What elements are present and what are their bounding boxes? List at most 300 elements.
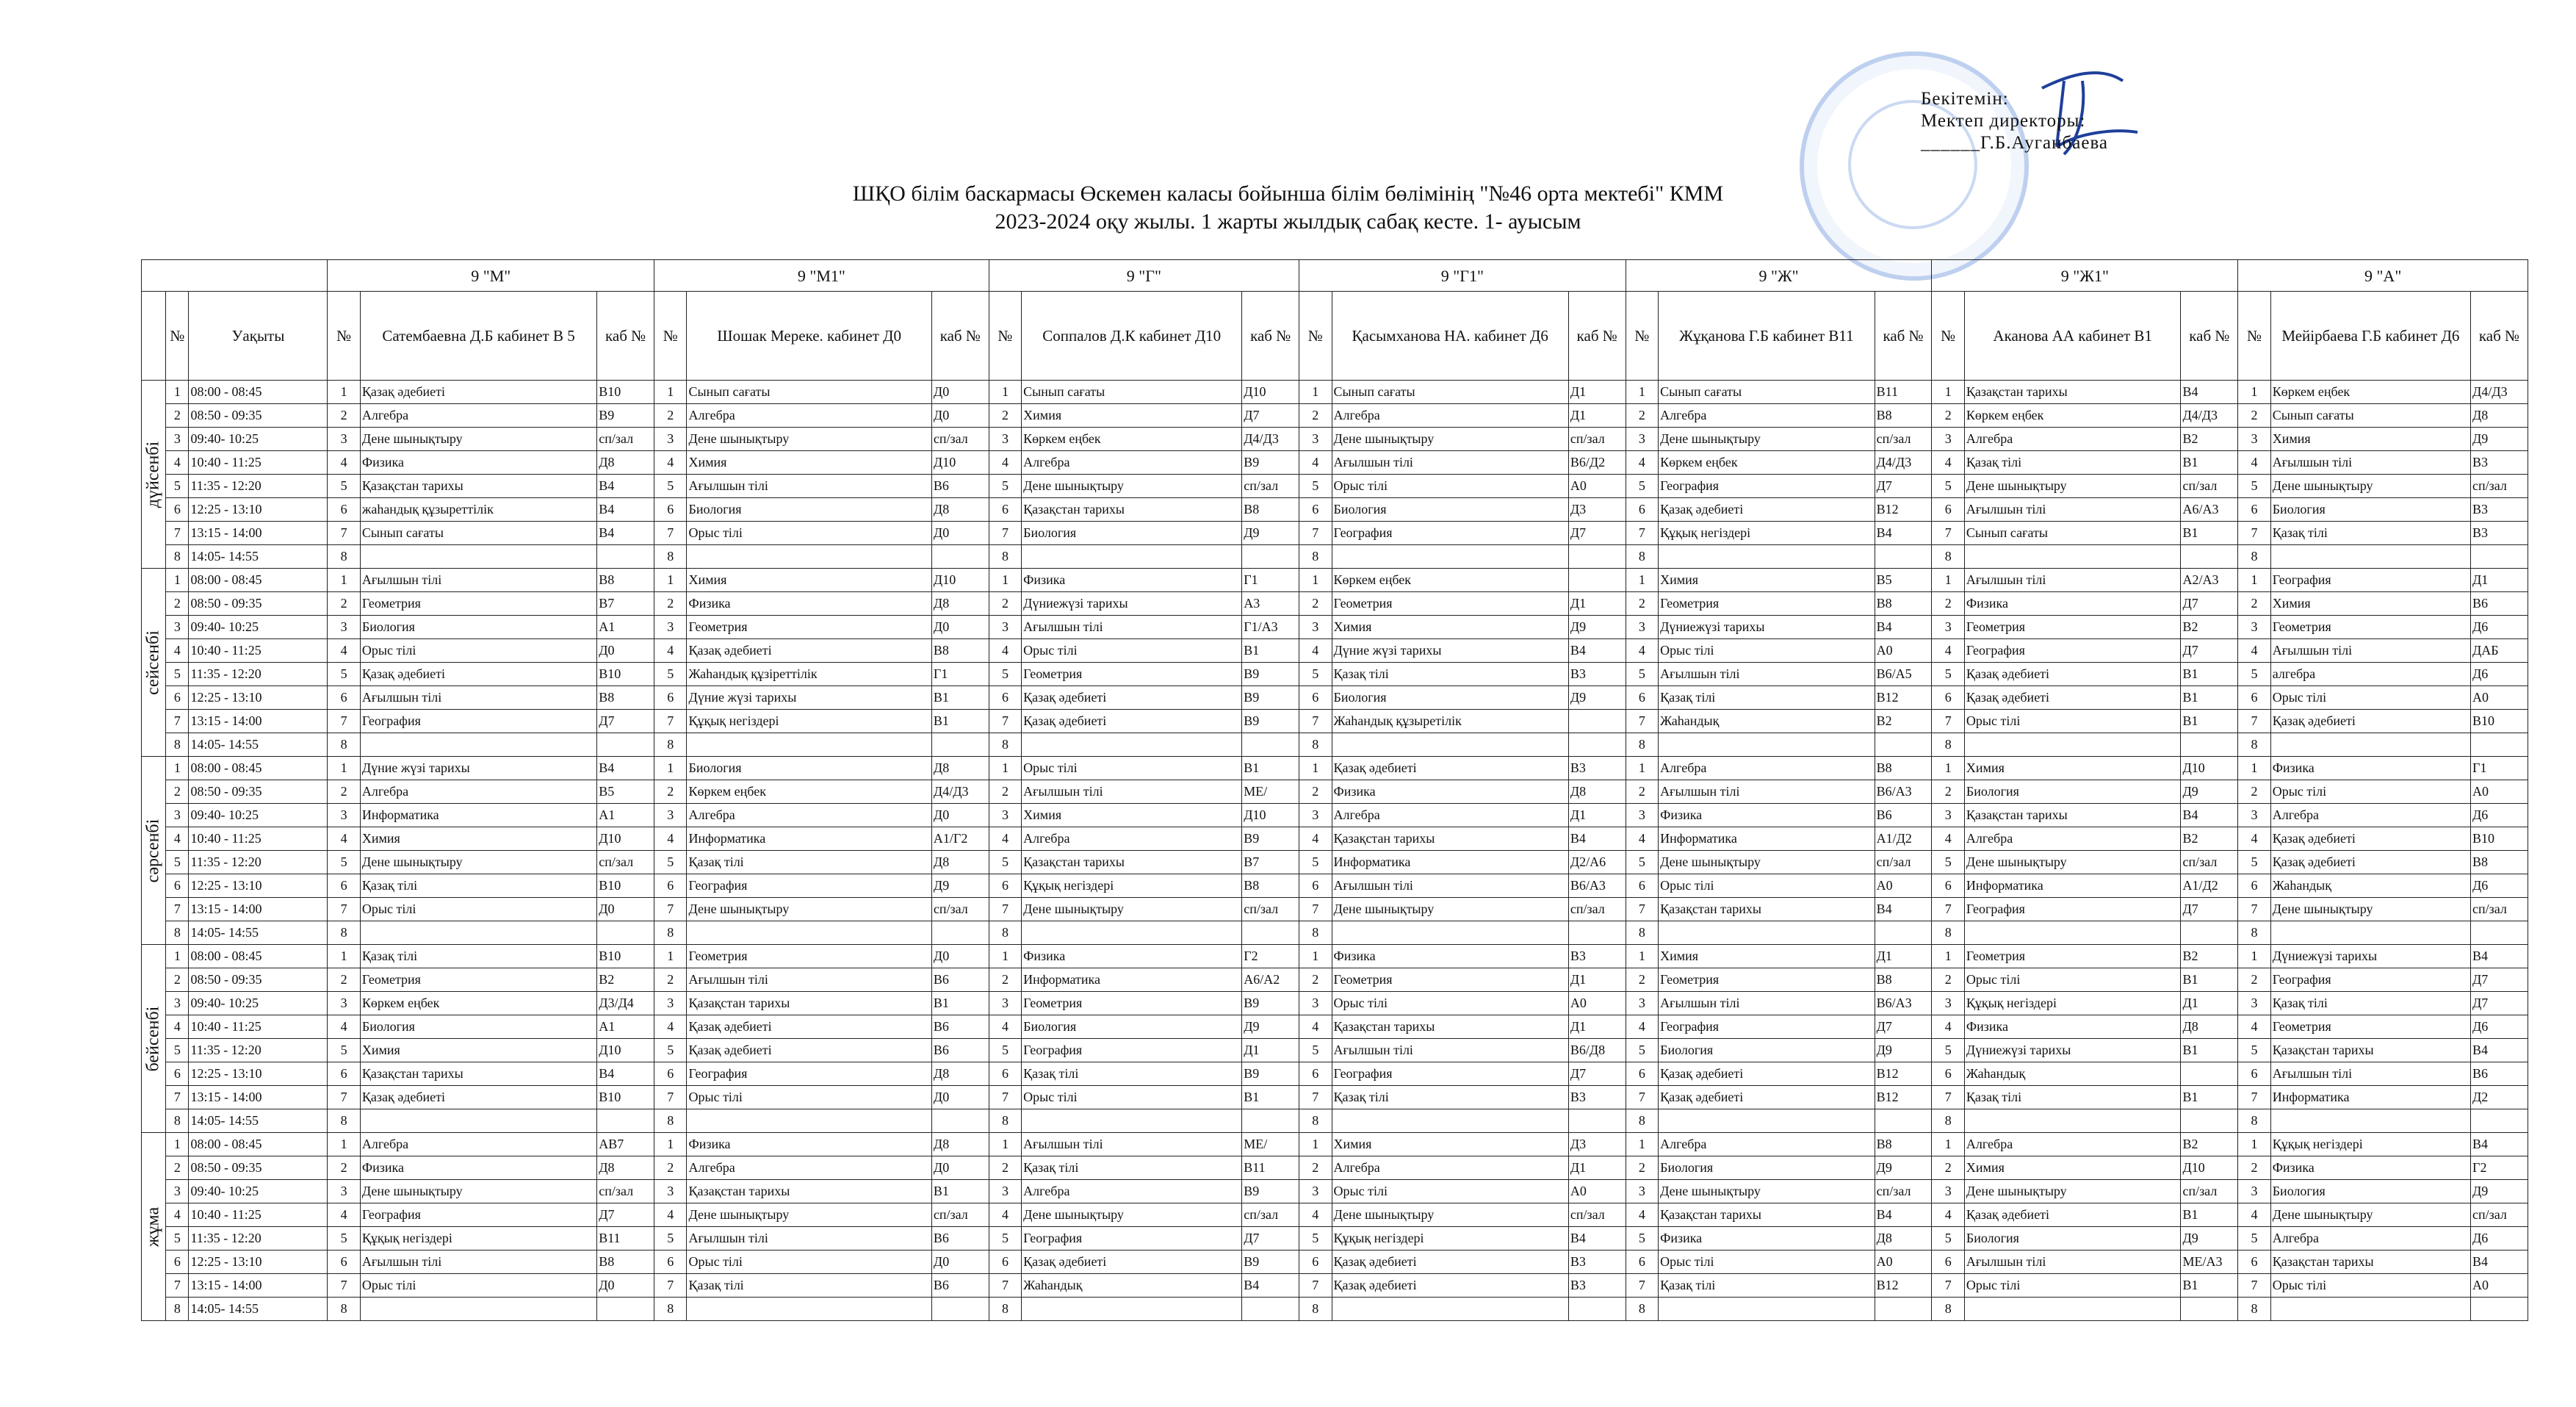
class-lesson-num: 4 <box>654 639 687 663</box>
room-cell: Д7 <box>1875 475 1932 498</box>
class-lesson-num: 5 <box>1932 663 1964 686</box>
room-cell: Д8 <box>931 592 989 616</box>
subject-cell <box>1659 1298 1875 1321</box>
class-lesson-num: 1 <box>1932 757 1964 780</box>
room-cell: В8 <box>597 1251 654 1274</box>
subject-cell: Информатика <box>360 804 596 827</box>
class-lesson-num: 6 <box>1932 1062 1964 1086</box>
subject-cell: Физика <box>1022 569 1242 592</box>
class-lesson-num: 6 <box>989 686 1021 710</box>
timetable <box>141 259 2528 1321</box>
lesson-row <box>142 686 2528 710</box>
room-header: каб № <box>931 292 989 381</box>
room-cell: В2 <box>1875 710 1932 733</box>
class-lesson-num: 6 <box>989 1251 1021 1274</box>
class-lesson-num: 4 <box>328 451 360 475</box>
room-cell: В1 <box>1242 757 1299 780</box>
lesson-index: 3 <box>166 616 189 639</box>
class-lesson-num: 8 <box>989 1109 1021 1133</box>
subject-cell: Химия <box>1332 1133 1568 1156</box>
room-cell: В3 <box>1568 757 1626 780</box>
class-lesson-num: 8 <box>989 1298 1021 1321</box>
room-cell: сп/зал <box>1568 1203 1626 1227</box>
subject-cell: Химия <box>360 827 596 851</box>
subject-cell <box>1964 1298 2181 1321</box>
subject-cell: Химия <box>1332 616 1568 639</box>
subject-cell: Физика <box>1332 780 1568 804</box>
class-lesson-num: 7 <box>989 1086 1021 1109</box>
class-lesson-num: 5 <box>989 1039 1021 1062</box>
class-lesson-num: 4 <box>989 1015 1021 1039</box>
room-cell: Д10 <box>597 1039 654 1062</box>
lesson-row <box>142 992 2528 1015</box>
subject-cell: Химия <box>1022 804 1242 827</box>
subject-cell: Қазақ тілі <box>360 945 596 968</box>
subject-cell <box>1022 733 1242 757</box>
subject-cell: Химия <box>1022 404 1242 428</box>
class-lesson-num: 5 <box>2238 663 2270 686</box>
room-cell: Д6 <box>2471 1015 2528 1039</box>
subject-cell: Қазақ әдебиеті <box>2270 851 2470 874</box>
subject-cell <box>2270 1298 2470 1321</box>
class-lesson-num: 4 <box>1299 639 1332 663</box>
class-lesson-num: 5 <box>989 663 1021 686</box>
class-lesson-num: 6 <box>989 498 1021 522</box>
subject-cell <box>1659 921 1875 945</box>
class-lesson-num: 6 <box>1626 498 1658 522</box>
subject-cell: Информатика <box>1022 968 1242 992</box>
subject-cell: Қазақ әдебиеті <box>1659 1062 1875 1086</box>
class-lesson-num: 2 <box>1932 404 1964 428</box>
class-lesson-num: 5 <box>1626 851 1658 874</box>
subject-cell <box>1332 921 1568 945</box>
subject-cell: Орыс тілі <box>1332 475 1568 498</box>
room-cell <box>1875 1109 1932 1133</box>
class-lesson-num: 6 <box>1932 1251 1964 1274</box>
class-lesson-num: 5 <box>328 1039 360 1062</box>
subject-cell <box>2270 545 2470 569</box>
lesson-row <box>142 1039 2528 1062</box>
class-lesson-num: 6 <box>1932 874 1964 898</box>
subject-cell: Биология <box>1659 1156 1875 1180</box>
room-cell: Д9 <box>2471 428 2528 451</box>
lesson-index: 8 <box>166 545 189 569</box>
subject-cell: Қазақ әдебиеті <box>1964 686 2181 710</box>
lesson-row <box>142 545 2528 569</box>
room-cell: сп/зал <box>1568 428 1626 451</box>
subject-cell <box>1659 1109 1875 1133</box>
subject-cell: Геометрия <box>360 592 596 616</box>
room-cell <box>931 733 989 757</box>
subject-cell <box>1332 733 1568 757</box>
room-cell: В11 <box>1875 381 1932 404</box>
room-cell: В2 <box>597 968 654 992</box>
room-header: каб № <box>2471 292 2528 381</box>
subject-cell: Сынып сағаты <box>1659 381 1875 404</box>
class-lesson-num: 4 <box>2238 827 2270 851</box>
subject-cell: Қазақстан тарихы <box>1659 898 1875 921</box>
room-cell: В6 <box>1875 804 1932 827</box>
room-cell: Д4/Д3 <box>1875 451 1932 475</box>
room-cell: В4 <box>1875 616 1932 639</box>
class-lesson-num: 3 <box>1626 992 1658 1015</box>
subject-cell: Геометрия <box>2270 616 2470 639</box>
class-lesson-num: 3 <box>328 428 360 451</box>
day-label-cell <box>142 569 166 757</box>
room-cell: Д7 <box>1242 404 1299 428</box>
subject-cell: Информатика <box>1332 851 1568 874</box>
class-lesson-num: 1 <box>2238 757 2270 780</box>
room-cell: Д9 <box>931 874 989 898</box>
subject-cell: Орыс тілі <box>687 1251 931 1274</box>
class-lesson-num: 4 <box>989 639 1021 663</box>
lesson-index: 5 <box>166 475 189 498</box>
class-lesson-num: 1 <box>328 381 360 404</box>
class-lesson-num: 5 <box>989 851 1021 874</box>
class-lesson-num: 7 <box>1299 898 1332 921</box>
room-cell: Д8 <box>597 451 654 475</box>
class-lesson-num: 5 <box>654 1039 687 1062</box>
class-lesson-num: 8 <box>1626 1109 1658 1133</box>
subject-cell: Қазақ әдебиеті <box>360 381 596 404</box>
subject-cell: Дене шынықтыру <box>1659 1180 1875 1203</box>
subject-cell: Биология <box>1964 1227 2181 1251</box>
lesson-row <box>142 498 2528 522</box>
lesson-index: 3 <box>166 804 189 827</box>
class-lesson-num: 4 <box>328 827 360 851</box>
room-cell: В4 <box>2471 1251 2528 1274</box>
class-lesson-num: 4 <box>1299 1203 1332 1227</box>
room-cell <box>2471 545 2528 569</box>
subject-cell <box>1964 921 2181 945</box>
class-lesson-num: 4 <box>2238 451 2270 475</box>
lesson-index: 3 <box>166 992 189 1015</box>
class-lesson-num: 2 <box>2238 968 2270 992</box>
lesson-row <box>142 804 2528 827</box>
room-cell: сп/зал <box>2181 851 2238 874</box>
title-line-1: ШҚО білім баскармасы Өскемен каласы бойынша білім бөлімінің "№46 орта мектебі" КММ <box>852 181 1724 206</box>
class-lesson-num: 3 <box>1299 616 1332 639</box>
class-lesson-num: 6 <box>1299 874 1332 898</box>
room-cell: В6/А3 <box>1875 780 1932 804</box>
room-cell: Д9 <box>1568 686 1626 710</box>
class-lesson-num: 3 <box>2238 428 2270 451</box>
subject-cell: Дене шынықтыру <box>360 851 596 874</box>
subject-cell: География <box>2270 569 2470 592</box>
class-lesson-num: 8 <box>654 921 687 945</box>
lesson-time: 14:05- 14:55 <box>189 921 328 945</box>
subject-cell: Көркем еңбек <box>1022 428 1242 451</box>
room-cell: В3 <box>2471 451 2528 475</box>
room-cell: В12 <box>1875 686 1932 710</box>
room-cell: Д4/Д3 <box>931 780 989 804</box>
lesson-num-header: № <box>2238 292 2270 381</box>
class-lesson-num: 4 <box>1626 827 1658 851</box>
class-lesson-num: 5 <box>1299 475 1332 498</box>
subject-cell: Қазақ әдебиеті <box>1659 498 1875 522</box>
class-lesson-num: 3 <box>1626 428 1658 451</box>
class-lesson-num: 4 <box>328 1015 360 1039</box>
subject-cell: Құқық негіздері <box>1659 522 1875 545</box>
subject-cell: Қазақ тілі <box>1022 1062 1242 1086</box>
room-cell: В11 <box>597 1227 654 1251</box>
subject-cell: Геометрия <box>1332 968 1568 992</box>
room-cell <box>1242 545 1299 569</box>
class-lesson-num: 7 <box>1932 1086 1964 1109</box>
subject-cell: Физика <box>1964 1015 2181 1039</box>
lesson-row <box>142 1298 2528 1321</box>
lesson-row <box>142 616 2528 639</box>
class-lesson-num: 8 <box>1932 1109 1964 1133</box>
subject-cell <box>687 921 931 945</box>
subject-cell: Орыс тілі <box>2270 1274 2470 1298</box>
subject-cell: Химия <box>687 569 931 592</box>
subject-cell: Сынып сағаты <box>1964 522 2181 545</box>
day-label: сейсенбі <box>143 630 163 695</box>
room-cell <box>1875 733 1932 757</box>
room-header: каб № <box>1875 292 1932 381</box>
day-label: дүйсенбі <box>143 441 163 508</box>
room-cell: В3 <box>1568 945 1626 968</box>
class-lesson-num: 6 <box>2238 686 2270 710</box>
subject-cell: Дене шынықтыру <box>360 1180 596 1203</box>
subject-cell <box>687 545 931 569</box>
class-lesson-num: 3 <box>1932 1180 1964 1203</box>
lesson-index: 7 <box>166 522 189 545</box>
room-cell: Д7 <box>1242 1227 1299 1251</box>
subject-cell: Құқық негіздері <box>1332 1227 1568 1251</box>
room-cell: сп/зал <box>931 898 989 921</box>
room-cell: сп/зал <box>1242 475 1299 498</box>
class-header: 9 "А" <box>2238 260 2528 292</box>
class-lesson-num: 5 <box>2238 1039 2270 1062</box>
room-cell: В9 <box>1242 710 1299 733</box>
class-lesson-num: 2 <box>1626 592 1658 616</box>
class-lesson-num: 7 <box>1626 522 1658 545</box>
class-lesson-num: 7 <box>654 1086 687 1109</box>
class-lesson-num: 5 <box>328 475 360 498</box>
room-cell: А0 <box>1568 475 1626 498</box>
class-lesson-num: 8 <box>328 545 360 569</box>
lesson-time: 08:00 - 08:45 <box>189 569 328 592</box>
class-lesson-num: 7 <box>989 1274 1021 1298</box>
subject-cell <box>1659 733 1875 757</box>
room-cell: Д6 <box>2471 663 2528 686</box>
subject-cell: Физика <box>1964 592 2181 616</box>
subject-cell <box>1022 545 1242 569</box>
class-lesson-num: 3 <box>654 428 687 451</box>
class-lesson-num: 7 <box>1626 1274 1658 1298</box>
lesson-row <box>142 428 2528 451</box>
room-cell: Д7 <box>2471 992 2528 1015</box>
subject-cell: Дүние жүзі тарихы <box>360 757 596 780</box>
subject-cell: Қазақ әдебиеті <box>360 1086 596 1109</box>
subject-cell: Ағылшын тілі <box>687 475 931 498</box>
class-lesson-num: 8 <box>654 1298 687 1321</box>
lesson-row <box>142 1180 2528 1203</box>
room-cell: В10 <box>597 874 654 898</box>
class-lesson-num: 2 <box>1932 1156 1964 1180</box>
lesson-num-header: № <box>1626 292 1658 381</box>
class-lesson-num: 2 <box>1626 404 1658 428</box>
subject-cell <box>1659 545 1875 569</box>
class-lesson-num: 4 <box>2238 1203 2270 1227</box>
subject-cell: Қазақ әдебиеті <box>2270 710 2470 733</box>
subject-cell: Сынып сағаты <box>1332 381 1568 404</box>
class-lesson-num: 5 <box>654 663 687 686</box>
room-cell: Д6 <box>2471 1227 2528 1251</box>
lesson-time: 08:00 - 08:45 <box>189 1133 328 1156</box>
class-lesson-num: 8 <box>1932 545 1964 569</box>
class-lesson-num: 3 <box>2238 804 2270 827</box>
subject-cell: Қазақстан тарихы <box>2270 1039 2470 1062</box>
class-lesson-num: 8 <box>1626 733 1658 757</box>
subject-cell: Қазақ әдебиеті <box>1332 1251 1568 1274</box>
class-lesson-num: 8 <box>1932 1298 1964 1321</box>
subject-cell: Құқық негіздері <box>1964 992 2181 1015</box>
subject-cell: Геометрия <box>687 616 931 639</box>
lesson-time: 13:15 - 14:00 <box>189 522 328 545</box>
room-cell: В4 <box>2471 945 2528 968</box>
subject-cell: Қазақстан тарихы <box>2270 1251 2470 1274</box>
class-header: 9 "Г1" <box>1299 260 1626 292</box>
subject-cell <box>360 1298 596 1321</box>
subject-cell: Дене шынықтыру <box>2270 475 2470 498</box>
subject-cell: Орыс тілі <box>1659 639 1875 663</box>
class-lesson-num: 2 <box>1299 780 1332 804</box>
lesson-time: 13:15 - 14:00 <box>189 1274 328 1298</box>
class-lesson-num: 6 <box>1299 1062 1332 1086</box>
class-lesson-num: 4 <box>2238 1015 2270 1039</box>
subject-cell <box>2270 921 2470 945</box>
lesson-index: 3 <box>166 1180 189 1203</box>
subject-cell: Дене шынықтыру <box>1332 1203 1568 1227</box>
room-cell: В4 <box>2471 1133 2528 1156</box>
room-cell: А0 <box>1875 874 1932 898</box>
room-cell <box>597 733 654 757</box>
class-lesson-num: 4 <box>654 451 687 475</box>
class-lesson-num: 3 <box>654 804 687 827</box>
subject-cell: Алгебра <box>360 1133 596 1156</box>
subject-cell: Биология <box>1964 780 2181 804</box>
class-lesson-num: 2 <box>1299 404 1332 428</box>
lesson-row <box>142 945 2528 968</box>
class-lesson-num: 2 <box>654 404 687 428</box>
subject-cell: Дене шынықтыру <box>687 898 931 921</box>
lesson-index: 6 <box>166 1251 189 1274</box>
class-lesson-num: 3 <box>1299 804 1332 827</box>
subject-cell: Қазақстан тарихы <box>1659 1203 1875 1227</box>
class-lesson-num: 7 <box>654 710 687 733</box>
subject-cell: Алгебра <box>1022 451 1242 475</box>
class-lesson-num: 6 <box>654 1062 687 1086</box>
room-cell: Д1 <box>1568 1015 1626 1039</box>
room-cell: В5 <box>597 780 654 804</box>
room-cell: Д1 <box>1568 404 1626 428</box>
room-cell: Д9 <box>1875 1156 1932 1180</box>
subject-cell: Геометрия <box>1022 663 1242 686</box>
room-cell: Д10 <box>597 827 654 851</box>
class-lesson-num: 1 <box>328 1133 360 1156</box>
subject-cell: Алгебра <box>360 780 596 804</box>
subject-cell: Алгебра <box>687 404 931 428</box>
teacher-header: Жұқанова Г.Б кабинет В11 <box>1659 292 1875 381</box>
subject-cell: Алгебра <box>2270 804 2470 827</box>
room-cell: В6/А3 <box>1568 874 1626 898</box>
lesson-row <box>142 827 2528 851</box>
lesson-index: 1 <box>166 1133 189 1156</box>
lesson-time: 12:25 - 13:10 <box>189 686 328 710</box>
lesson-index: 2 <box>166 404 189 428</box>
subject-cell: Дене шынықтыру <box>1659 428 1875 451</box>
lesson-row <box>142 1203 2528 1227</box>
lesson-row <box>142 733 2528 757</box>
subject-cell <box>1964 733 2181 757</box>
subject-cell: Қазақ әдебиеті <box>1964 1203 2181 1227</box>
room-cell <box>2181 1062 2238 1086</box>
class-lesson-num: 4 <box>654 1015 687 1039</box>
room-cell: В4 <box>2181 804 2238 827</box>
class-lesson-num: 7 <box>1626 710 1658 733</box>
room-cell: Д10 <box>931 569 989 592</box>
room-cell: В1 <box>2181 710 2238 733</box>
room-cell: Д7 <box>597 1203 654 1227</box>
room-cell: А1/Д2 <box>2181 874 2238 898</box>
room-cell: Д9 <box>1875 1039 1932 1062</box>
room-cell: сп/зал <box>1875 428 1932 451</box>
room-cell: В1 <box>931 686 989 710</box>
lesson-time: 13:15 - 14:00 <box>189 710 328 733</box>
room-cell <box>1875 1298 1932 1321</box>
class-lesson-num: 1 <box>2238 381 2270 404</box>
lesson-time: 11:35 - 12:20 <box>189 475 328 498</box>
room-cell: В4 <box>1242 1274 1299 1298</box>
approval-block <box>1921 88 2108 154</box>
class-lesson-num: 7 <box>328 1274 360 1298</box>
class-lesson-num: 8 <box>328 733 360 757</box>
corner-cell <box>142 260 328 292</box>
class-lesson-num: 8 <box>654 1109 687 1133</box>
room-cell: В8 <box>1875 1133 1932 1156</box>
lesson-row <box>142 968 2528 992</box>
subject-cell: Орыс тілі <box>1332 1180 1568 1203</box>
class-lesson-num: 6 <box>1626 1251 1658 1274</box>
subject-cell: Жаһандық құзыретілік <box>1332 710 1568 733</box>
subject-cell: Биология <box>1659 1039 1875 1062</box>
room-cell: Д10 <box>1242 804 1299 827</box>
class-lesson-num: 1 <box>2238 1133 2270 1156</box>
room-cell: В1 <box>931 1180 989 1203</box>
class-lesson-num: 3 <box>2238 1180 2270 1203</box>
class-lesson-num: 8 <box>989 733 1021 757</box>
lesson-time: 09:40- 10:25 <box>189 428 328 451</box>
lesson-index: 4 <box>166 827 189 851</box>
lesson-index: 6 <box>166 498 189 522</box>
room-cell: В2 <box>2181 827 2238 851</box>
subject-cell: Қазақ тілі <box>1964 451 2181 475</box>
room-cell: Д8 <box>931 1062 989 1086</box>
class-lesson-num: 2 <box>654 592 687 616</box>
lesson-row <box>142 1062 2528 1086</box>
class-header-row <box>142 260 2528 292</box>
room-cell: В4 <box>1875 1203 1932 1227</box>
class-lesson-num: 6 <box>1626 686 1658 710</box>
class-lesson-num: 7 <box>1932 1274 1964 1298</box>
lesson-index: 2 <box>166 1156 189 1180</box>
lesson-time: 10:40 - 11:25 <box>189 639 328 663</box>
subject-cell: Жаһандық <box>1022 1274 1242 1298</box>
room-cell: В12 <box>1875 498 1932 522</box>
